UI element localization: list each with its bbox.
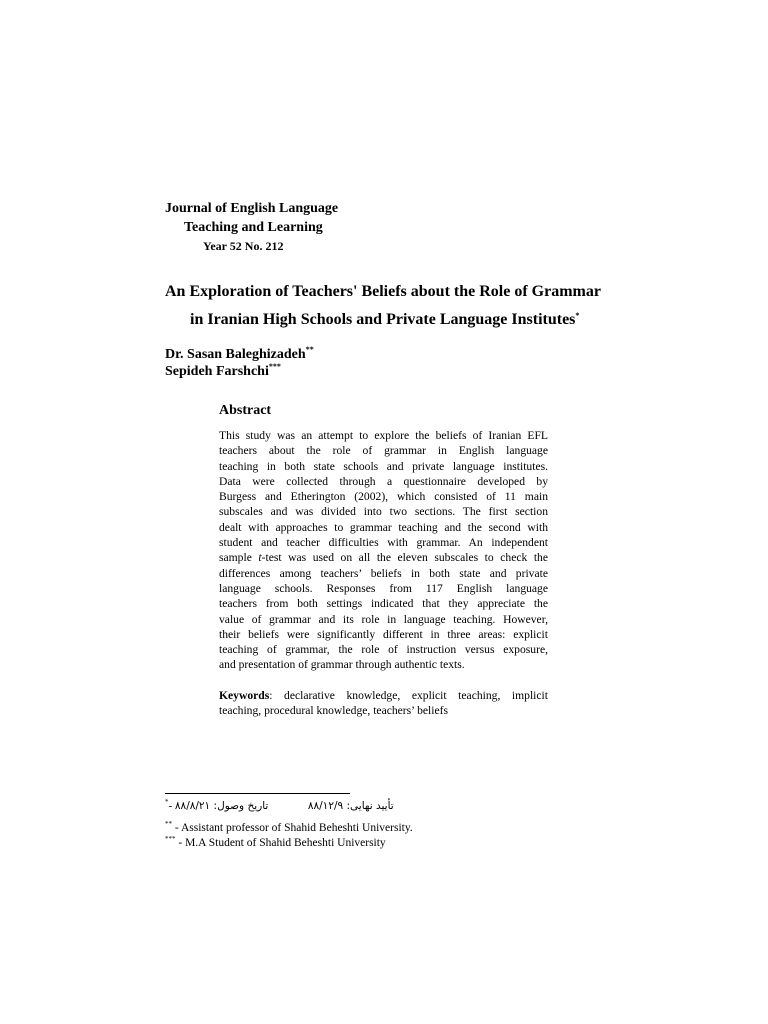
footnote-1-prefix: - (168, 800, 173, 812)
author-2-footnote-mark: *** (268, 362, 281, 371)
abstract-line: teaching in both state schools and private language institutes. (219, 459, 548, 473)
keywords-line2: teaching, procedural knowledge, teachers’ beliefs (219, 704, 448, 718)
keywords-label: Keywords (219, 689, 270, 702)
footnote-divider (165, 793, 350, 794)
abstract-line-ttest (219, 550, 548, 565)
article-title-line1: An Exploration of Teachers' Beliefs about the Role of Grammar (165, 283, 601, 300)
abstract-line: language schools. Responses from 117 English language (219, 581, 548, 595)
abstract-line: value of grammar and its role in language teaching. However, (219, 612, 548, 626)
abstract-line: teaching of grammar, the role of instruction versus exposure, (219, 643, 548, 657)
abstract-body (219, 428, 548, 673)
footnote-1-accepted-date: تأیید نهایی: ۸۸/۱۲/۹ (307, 800, 394, 812)
abstract-line-ttest-rest: -test was used on all the eleven subscales to check the (261, 551, 549, 565)
journal-name-line2: Teaching and Learning (184, 220, 323, 235)
abstract-line: Data were collected through a questionnaire developed by (219, 474, 548, 488)
footnote-1 (165, 800, 394, 812)
abstract-line: teachers from both settings indicated that they appreciate the (219, 597, 548, 611)
footnote-2-mark: ** (165, 820, 172, 828)
abstract-line: teachers about the role of grammar in English language (219, 444, 548, 458)
footnote-3 (165, 837, 386, 849)
abstract-line: subscales and was divided into two sections. The first section (219, 505, 548, 519)
keywords (219, 688, 548, 719)
article-title-line2-text: in Iranian High Schools and Private Language Institutes (190, 311, 576, 328)
footnote-2-text: - Assistant professor of Shahid Beheshti University. (172, 822, 413, 834)
abstract-line: This study was an attempt to explore the beliefs of Iranian EFL (219, 429, 548, 442)
author-1-footnote-mark: ** (305, 345, 314, 354)
journal-issue: Year 52 No. 212 (203, 239, 284, 253)
author-2 (165, 364, 281, 380)
abstract-line: dealt with approaches to grammar teaching and the second with (219, 520, 548, 534)
ttest-italic: t (258, 551, 262, 565)
keywords-line1 (219, 688, 548, 703)
abstract-line: their beliefs were significantly different in three areas: explicit (219, 627, 548, 641)
footnote-1-mark: * (165, 798, 169, 806)
footnote-2 (165, 822, 413, 834)
footnote-3-mark: *** (165, 835, 176, 843)
abstract-line: Burgess and Etherington (2002), which consisted of 11 main (219, 490, 548, 504)
keywords-line1-text: : declarative knowledge, explicit teaching, implicit (269, 689, 548, 702)
footnote-1-received-date: تاریخ وصول: ۸۸/۸/۲۱ (174, 800, 269, 812)
abstract-heading: Abstract (219, 403, 272, 418)
author-2-name: Sepideh Farshchi (165, 364, 269, 379)
abstract-line-ttest-start: sample (219, 551, 259, 565)
journal-name-line1: Journal of English Language (165, 201, 339, 216)
title-footnote-mark: * (575, 311, 580, 320)
footnote-3-text: - M.A Student of Shahid Beheshti University (175, 837, 386, 849)
abstract-line: differences among teachers’ beliefs in both state and private (219, 566, 548, 580)
author-1-name: Dr. Sasan Baleghizadeh (165, 347, 306, 362)
abstract-line: and presentation of grammar through authentic texts. (219, 658, 465, 672)
author-1 (165, 347, 314, 363)
article-title-line2 (190, 311, 579, 329)
abstract-line: student and teacher difficulties with grammar. An independent (219, 536, 548, 550)
